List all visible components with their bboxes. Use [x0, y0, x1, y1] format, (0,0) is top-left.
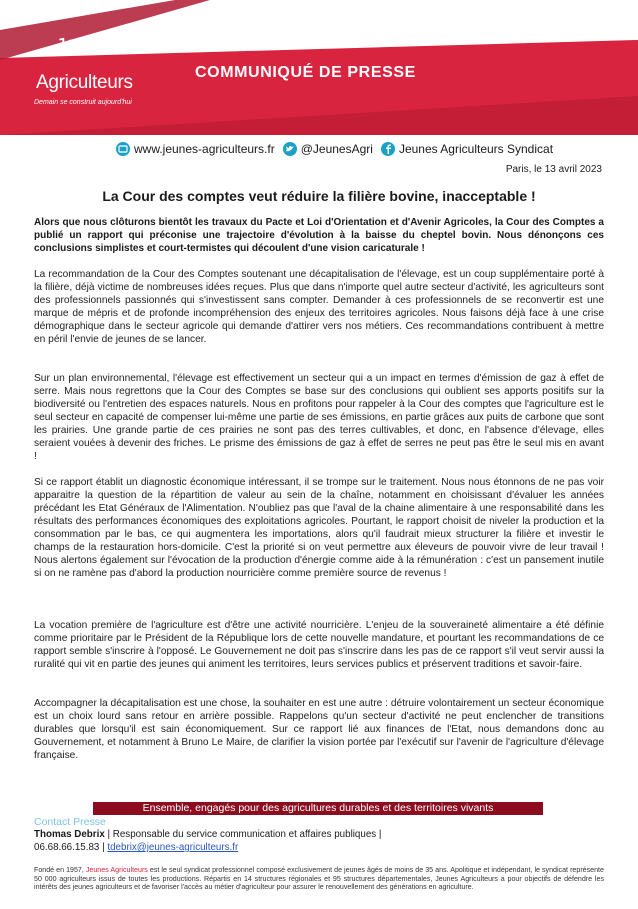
website-link[interactable]	[116, 142, 275, 156]
jeunes-agriculteurs-logo	[28, 22, 168, 117]
twitter-icon	[283, 142, 297, 156]
body-paragraph-5: Accompagner la décapitalisation est une chose, la souhaiter en est une autre : détruire volontairement un secteur économique est un choix lourd sans retour en arrière possible. Rappelons qu'un secteur d'activité ne peut enclencher de transitions durables que lorsqu'il est sain économiquement. Sur ce rapport lié aux finances de l'Etat, nous demandons donc au Gouvernement, et notamment à Bruno Le Maire, de clarifier la vision portée par l'exécutif sur l'avenir de l'agriculture d'élevage française.	[34, 698, 604, 761]
facebook-link[interactable]	[381, 142, 553, 156]
contact-email-link[interactable]: tdebrix@jeunes-agriculteurs.fr	[107, 842, 239, 853]
body-paragraph-2: Sur un plan environnemental, l'élevage est effectivement un secteur qui a un impact en termes d'émission de gaz à effet de serre. Mais nous regrettons que la Cour des Comptes se base sur des conclusions qui oublient ses apports positifs sur la biodiversité ou l'entretien des espaces naturels. Nous en profitons pour rappeler à la Cour des comptes que l'agriculture est le seul secteur en capacité de compenser lui-même une partie de ses émissions, en partie grâces aux puits de carbone que sont les prairies. Une grande partie de ces prairies ne sont pas des terres cultivables, et donc, en l'absence d'élevage, elles seraient vouées à devenir des friches. Le prisme des émissions de gaz à effet de serres ne peut pas être le seul mis en avant !	[34, 373, 604, 462]
organization-footnote	[34, 866, 604, 892]
body-paragraph-1: La recommandation de la Cour des Comptes soutenant une décapitalisation de l'élevage, est un coup supplémentaire porté à la filière, déjà victime de nombreuses idées reçues. Plus que dans n'importe quel autre secteur d'activité, les agriculteurs sont des professionnels passionnés qui s'investissent sans compter. Demander à ces professionnels de se reconvertir est une marque de mépris et de profonde incompréhension des enjeux des territoires agricoles. Nous faisons déjà face à une crise démographique dans le secteur agricole qui demande d'attirer vers nos métiers. Ces recommandations contribuent à mettre en péril l'envie de jeunes de se lancer.	[34, 269, 604, 345]
twitter-link[interactable]	[283, 142, 373, 156]
article-title: La Cour des comptes veut réduire la filière bovine, inacceptable !	[102, 188, 536, 204]
contact-role: | Responsable du service communication et affaires publiques |	[104, 829, 382, 840]
twitter-label: @JeunesAgri	[300, 142, 373, 156]
contact-phone: 06.68.66.15.83	[34, 842, 100, 853]
header-banner	[0, 0, 638, 135]
slogan-banner: Ensemble, engagés pour des agricultures durables et des territoires vivants	[93, 802, 543, 815]
body-paragraph-4: La vocation première de l'agriculture est d'être une activité nourricière. L'enjeu de la souveraineté alimentaire a été définie comme prioritaire par le Président de la République lors de cette nouvelle mandature, et pourtant les recommandations de ce rapport semble s'inscrire à l'opposé. Le Gouvernement ne doit pas s'inscrire dans les pas de ce rapport s'il veut servir aussi la ruralité qui vit en partie des jeunes qui animent les territoires, leurs services publics et préservent traditions et savoir-faire.	[34, 620, 604, 670]
press-release-title: COMMUNIQUÉ DE PRESSE	[195, 64, 416, 81]
contact-details	[34, 842, 238, 853]
contact-name: Thomas Debrix	[34, 829, 105, 840]
facebook-label: Jeunes Agriculteurs Syndicat	[398, 142, 554, 156]
facebook-icon	[381, 142, 395, 156]
contact-title: Contact Presse	[34, 816, 106, 828]
social-links	[116, 140, 606, 158]
web-icon	[116, 142, 130, 156]
contact-person	[34, 829, 381, 840]
logo-slogan: Demain se construit aujourd'hui	[34, 99, 132, 106]
intro-paragraph: Alors que nous clôturons bientôt les travaux du Pacte et Loi d'Orientation et d'Avenir Agricoles, la Cour des Comptes a publié un rapport qui préconise une trajectoire d'évolution à la baisse du cheptel bovin. Nous dénonçons ces conclusions simplistes et court-termistes qui découlent d'une vision caricaturale !	[34, 217, 604, 254]
logo-text-jeunes: Jeunes	[53, 23, 122, 60]
website-label: www.jeunes-agriculteurs.fr	[134, 142, 275, 156]
footnote-prefix: Fondé en 1957,	[34, 866, 86, 874]
footnote-brand: Jeunes Agriculteurs	[85, 866, 148, 874]
body-paragraph-3: Si ce rapport établit un diagnostic économique intéressant, il se trompe sur le traitement. Nous nous étonnons de ne pas voir apparaitre la question de la répartition de valeur au sein de la chaîne, notamment en choisissant d'évaluer les années précédant les Etat Généraux de l'Alimentation. N'oubliez pas que l'aval de la chaine alimentaire à une responsabilité dans les résultats des performances économiques des exploitations agricoles. Pourtant, le rapport choisit de niveler la production et la consommation par le bas, ce qui augmentera les importations, alors qu'il faudrait mieux structurer la filière et investir le champs de la restauration hors-domicile. C'est la priorité si on veut permettre aux éleveurs de pouvoir vivre de leur travail ! Nous alertons également sur l'évocation de la production d'énergie comme aide à la rémunération : c'est un pansement inutile si on ne ramène pas d'abord la production nourricière comme première source de revenus !	[34, 477, 604, 579]
contact-separator: |	[99, 842, 108, 853]
footnote-text: est le seul syndicat professionnel composé exclusivement de jeunes âgés de moins de 35 ans. Apolitique et indépendant, le syndicat représente 50 000 agriculteurs issus de toutes les productions. Répartis en 14 structures régionales et 95 structures départementales, Jeunes Agriculteurs a pour objectifs de défendre les intérêts des jeunes agriculteurs et de favoriser l'accès au métier d'agriculteur pour assurer le renouvellement des générations en agriculture.	[34, 866, 604, 892]
release-date: Paris, le 13 avril 2023	[505, 164, 602, 175]
logo-text-agriculteurs: Agriculteurs	[36, 72, 133, 93]
